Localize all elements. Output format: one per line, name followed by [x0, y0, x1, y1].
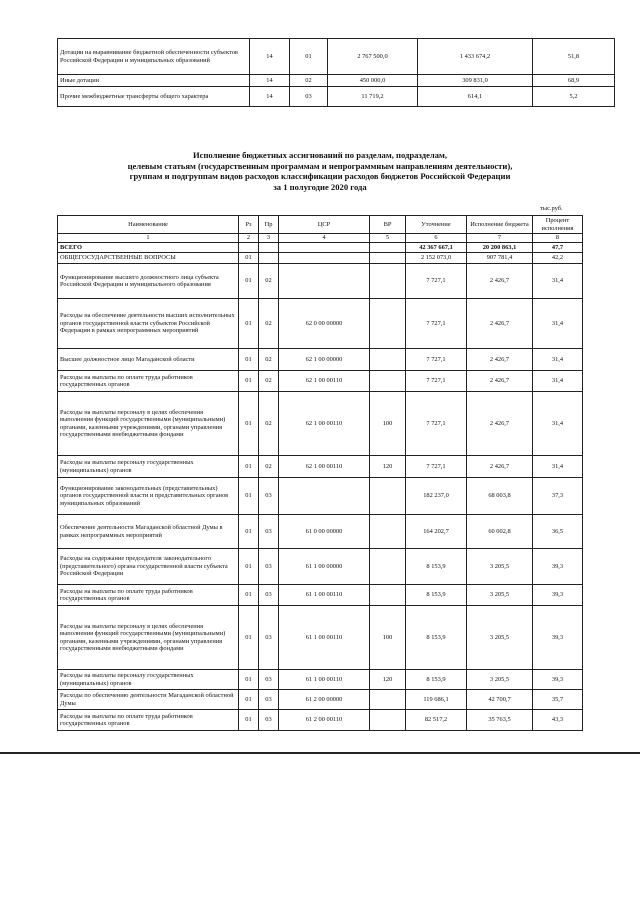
cell-exec: 2 426,7 — [467, 264, 533, 299]
cell-vr — [370, 549, 406, 585]
total-plan: 42 367 667,1 — [406, 242, 467, 253]
cell-rz: 14 — [250, 87, 290, 107]
table-row — [58, 710, 583, 731]
interbudget-transfers-table — [57, 38, 615, 107]
cell-vr — [370, 349, 406, 371]
cell-vr — [370, 690, 406, 710]
cell-pct: 68,9 — [533, 75, 615, 87]
table-row — [58, 87, 615, 107]
cell-csr — [279, 253, 370, 264]
budget-execution-table — [57, 215, 583, 731]
cell-exec: 68 003,8 — [467, 478, 533, 515]
cell-pr: 02 — [259, 264, 279, 299]
col-number: 6 — [406, 234, 467, 243]
cell-csr — [279, 478, 370, 515]
cell-pr: 03 — [259, 606, 279, 670]
cell-pct: 37,3 — [533, 478, 583, 515]
cell-name: Расходы на содержание председателя законодательного (представительного) органа государственной власти субъекта Российской Федерации — [58, 549, 239, 585]
cell-csr: 62 1 00 00110 — [279, 392, 370, 456]
cell-plan: 119 686,1 — [406, 690, 467, 710]
heading-line-4: за 1 полугодие 2020 года — [273, 182, 367, 193]
cell-name: Расходы на выплаты персоналу в целях обеспечения выполнения функций государственными (муниципальными) органами, казенными учреждениями, органами управления государственными внебюджетными фондами — [58, 606, 239, 670]
cell-pct: 35,7 — [533, 690, 583, 710]
cell-exec: 60 002,8 — [467, 515, 533, 549]
cell-plan: 8 153,9 — [406, 670, 467, 690]
cell-rz: 14 — [250, 39, 290, 75]
cell-name: ОБЩЕГОСУДАРСТВЕННЫЕ ВОПРОСЫ — [58, 253, 239, 264]
cell-name: Высшее должностное лицо Магаданской области — [58, 349, 239, 371]
cell-name: Иные дотации — [58, 75, 250, 87]
table-row — [58, 75, 615, 87]
cell-pr: 02 — [259, 392, 279, 456]
cell-plan: 8 153,9 — [406, 549, 467, 585]
cell-name: Расходы на выплаты персоналу в целях обеспечения выполнения функций государственными (муниципальными) органами, казенными учреждениями, органами управления государственными внебюджетными фондами — [58, 392, 239, 456]
cell-csr — [279, 264, 370, 299]
cell-exec: 907 781,4 — [467, 253, 533, 264]
cell-vr — [370, 371, 406, 392]
cell-plan: 7 727,1 — [406, 299, 467, 349]
cell-pr: 03 — [259, 690, 279, 710]
cell-csr: 61 1 00 00110 — [279, 606, 370, 670]
cell-rz: 01 — [239, 515, 259, 549]
cell-name: Функционирование высшего должностного лица субъекта Российской Федерации и муниципального образования — [58, 264, 239, 299]
cell-rz: 01 — [239, 264, 259, 299]
cell-plan: 82 517,2 — [406, 710, 467, 731]
header-vr: ВР — [370, 216, 406, 234]
cell-name: Расходы на выплаты по оплате труда работников государственных органов — [58, 371, 239, 392]
table-row — [58, 670, 583, 690]
cell-exec: 1 433 674,2 — [418, 39, 533, 75]
cell-rz: 01 — [239, 371, 259, 392]
header-csr: ЦСР — [279, 216, 370, 234]
cell-rz: 01 — [239, 478, 259, 515]
header-exec: Исполнение бюджета — [467, 216, 533, 234]
cell-name: Функционирование законодательных (представительных) органов государственной власти и представительных органов муниципальных образований — [58, 478, 239, 515]
heading-line-3: группам и подгруппам видов расходов классификации расходов бюджетов Российской Федерации — [129, 171, 511, 182]
cell-vr — [370, 710, 406, 731]
table-row — [58, 299, 583, 349]
cell-csr: 62 1 00 00110 — [279, 456, 370, 478]
cell-csr: 61 1 00 00000 — [279, 549, 370, 585]
cell-pr: 03 — [290, 87, 328, 107]
cell-exec: 309 831,0 — [418, 75, 533, 87]
cell-plan: 7 727,1 — [406, 392, 467, 456]
col-number: 7 — [467, 234, 533, 243]
cell-name: Расходы на выплаты персоналу государственных (муниципальных) органов — [58, 670, 239, 690]
column-number-row — [58, 234, 583, 243]
cell-pct: 5,2 — [533, 87, 615, 107]
col-number: 5 — [370, 234, 406, 243]
cell-rz: 01 — [239, 690, 259, 710]
cell-rz: 01 — [239, 606, 259, 670]
header-plan: Уточнение — [406, 216, 467, 234]
table-row — [58, 478, 583, 515]
cell-pct: 39,3 — [533, 549, 583, 585]
cell-exec: 2 426,7 — [467, 299, 533, 349]
header-rz: Рз — [239, 216, 259, 234]
cell-pr: 02 — [259, 456, 279, 478]
cell-rz: 01 — [239, 585, 259, 606]
cell-csr: 61 0 00 00000 — [279, 515, 370, 549]
cell-name: Расходы на выплаты по оплате труда работников государственных органов — [58, 710, 239, 731]
cell-rz: 01 — [239, 392, 259, 456]
cell-csr: 62 1 00 00110 — [279, 371, 370, 392]
cell-pct: 51,8 — [533, 39, 615, 75]
cell-pr: 02 — [259, 371, 279, 392]
cell-pct: 39,3 — [533, 670, 583, 690]
cell-plan: 11 719,2 — [328, 87, 418, 107]
cell-name: Расходы по обеспечению деятельности Магаданской областной Думы — [58, 690, 239, 710]
cell-exec: 2 426,7 — [467, 456, 533, 478]
cell-vr — [370, 253, 406, 264]
cell-pr: 02 — [259, 299, 279, 349]
cell-pr: 03 — [259, 710, 279, 731]
budget-execution-body — [58, 253, 583, 731]
cell-vr: 120 — [370, 670, 406, 690]
cell-csr: 62 0 00 00000 — [279, 299, 370, 349]
col-number: 3 — [259, 234, 279, 243]
heading-line-2: целевым статьям (государственным программам и непрограммным направлениям деятельности), — [127, 160, 513, 171]
cell-name: Расходы на выплаты персоналу государственных (муниципальных) органов — [58, 456, 239, 478]
cell-name: Обеспечение деятельности Магаданской областной Думы в рамках непрограммных мероприятий — [58, 515, 239, 549]
cell-csr: 61 1 00 00110 — [279, 670, 370, 690]
cell-exec: 3 205,5 — [467, 670, 533, 690]
cell-plan: 7 727,1 — [406, 371, 467, 392]
cell-pr: 02 — [259, 349, 279, 371]
cell-pct: 31,4 — [533, 371, 583, 392]
cell-pr: 03 — [259, 585, 279, 606]
table-row — [58, 264, 583, 299]
table-row — [58, 253, 583, 264]
cell-pct: 39,3 — [533, 606, 583, 670]
cell-pct: 31,4 — [533, 456, 583, 478]
table-row — [58, 392, 583, 456]
cell-plan: 2 767 500,0 — [328, 39, 418, 75]
cell-exec: 42 700,7 — [467, 690, 533, 710]
col-number: 2 — [239, 234, 259, 243]
cell-csr: 61 2 00 00000 — [279, 690, 370, 710]
cell-pct: 39,3 — [533, 585, 583, 606]
col-number: 1 — [58, 234, 239, 243]
heading-line-1: Исполнение бюджетных ассигнований по разделам, подразделам, — [192, 150, 448, 160]
cell-plan: 7 727,1 — [406, 264, 467, 299]
table-row — [58, 371, 583, 392]
cell-plan: 8 153,9 — [406, 585, 467, 606]
cell-plan: 7 727,1 — [406, 456, 467, 478]
cell-csr: 61 2 00 00110 — [279, 710, 370, 731]
cell-vr — [370, 515, 406, 549]
total-row — [58, 242, 583, 253]
table-row — [58, 456, 583, 478]
cell-rz: 01 — [239, 710, 259, 731]
cell-pr: 02 — [290, 75, 328, 87]
cell-rz: 01 — [239, 549, 259, 585]
section-heading — [60, 150, 580, 193]
table-row — [58, 39, 615, 75]
table-row — [58, 690, 583, 710]
cell-vr — [370, 585, 406, 606]
header-name: Наименование — [58, 216, 239, 234]
cell-pr: 03 — [259, 549, 279, 585]
table-row — [58, 515, 583, 549]
cell-vr: 100 — [370, 392, 406, 456]
cell-csr: 62 1 00 00000 — [279, 349, 370, 371]
cell-vr: 100 — [370, 606, 406, 670]
cell-pct: 31,4 — [533, 392, 583, 456]
cell-pr — [259, 253, 279, 264]
cell-rz: 01 — [239, 349, 259, 371]
cell-pct: 43,3 — [533, 710, 583, 731]
interbudget-transfers-body — [58, 39, 615, 107]
page-bottom-rule — [0, 752, 640, 754]
col-number: 4 — [279, 234, 370, 243]
header-pct: Процент исполнения — [533, 216, 583, 234]
cell-vr: 120 — [370, 456, 406, 478]
cell-csr: 61 1 00 00110 — [279, 585, 370, 606]
cell-rz: 14 — [250, 75, 290, 87]
total-label: ВСЕГО — [58, 242, 239, 253]
cell-vr — [370, 478, 406, 515]
total-exec: 20 200 863,1 — [467, 242, 533, 253]
col-number: 8 — [533, 234, 583, 243]
cell-pr: 01 — [290, 39, 328, 75]
cell-pr: 03 — [259, 515, 279, 549]
cell-pct: 31,4 — [533, 349, 583, 371]
cell-rz: 01 — [239, 456, 259, 478]
cell-pct: 31,4 — [533, 264, 583, 299]
cell-exec: 35 763,5 — [467, 710, 533, 731]
table-row — [58, 585, 583, 606]
cell-plan: 8 153,9 — [406, 606, 467, 670]
cell-vr — [370, 264, 406, 299]
cell-exec: 2 426,7 — [467, 371, 533, 392]
cell-exec: 3 205,5 — [467, 606, 533, 670]
header-pr: Пр — [259, 216, 279, 234]
cell-vr — [370, 299, 406, 349]
table-row — [58, 549, 583, 585]
cell-plan: 450 000,0 — [328, 75, 418, 87]
cell-pct: 42,2 — [533, 253, 583, 264]
cell-exec: 2 426,7 — [467, 349, 533, 371]
cell-rz: 01 — [239, 670, 259, 690]
table-header-row — [58, 216, 583, 234]
cell-pr: 03 — [259, 478, 279, 515]
cell-plan: 7 727,1 — [406, 349, 467, 371]
cell-pct: 36,5 — [533, 515, 583, 549]
cell-pr: 03 — [259, 670, 279, 690]
cell-exec: 3 205,5 — [467, 549, 533, 585]
cell-plan: 2 152 073,0 — [406, 253, 467, 264]
table-row — [58, 606, 583, 670]
table-row — [58, 349, 583, 371]
cell-rz: 01 — [239, 299, 259, 349]
cell-name: Расходы на обеспечение деятельности высших исполнительных органов государственной власти субъектов Российской Федерации в рамках непрограммных мероприятий — [58, 299, 239, 349]
cell-plan: 182 237,0 — [406, 478, 467, 515]
total-pct: 47,7 — [533, 242, 583, 253]
cell-exec: 614,1 — [418, 87, 533, 107]
cell-rz: 01 — [239, 253, 259, 264]
cell-name: Расходы на выплаты по оплате труда работников государственных органов — [58, 585, 239, 606]
cell-name: Прочие межбюджетные трансферты общего характера — [58, 87, 250, 107]
cell-name: Дотации на выравнивание бюджетной обеспеченности субъектов Российской Федерации и муниципальных образований — [58, 39, 250, 75]
cell-plan: 164 202,7 — [406, 515, 467, 549]
cell-exec: 3 205,5 — [467, 585, 533, 606]
currency-unit: тыс.руб. — [540, 205, 563, 212]
cell-pct: 31,4 — [533, 299, 583, 349]
cell-exec: 2 426,7 — [467, 392, 533, 456]
